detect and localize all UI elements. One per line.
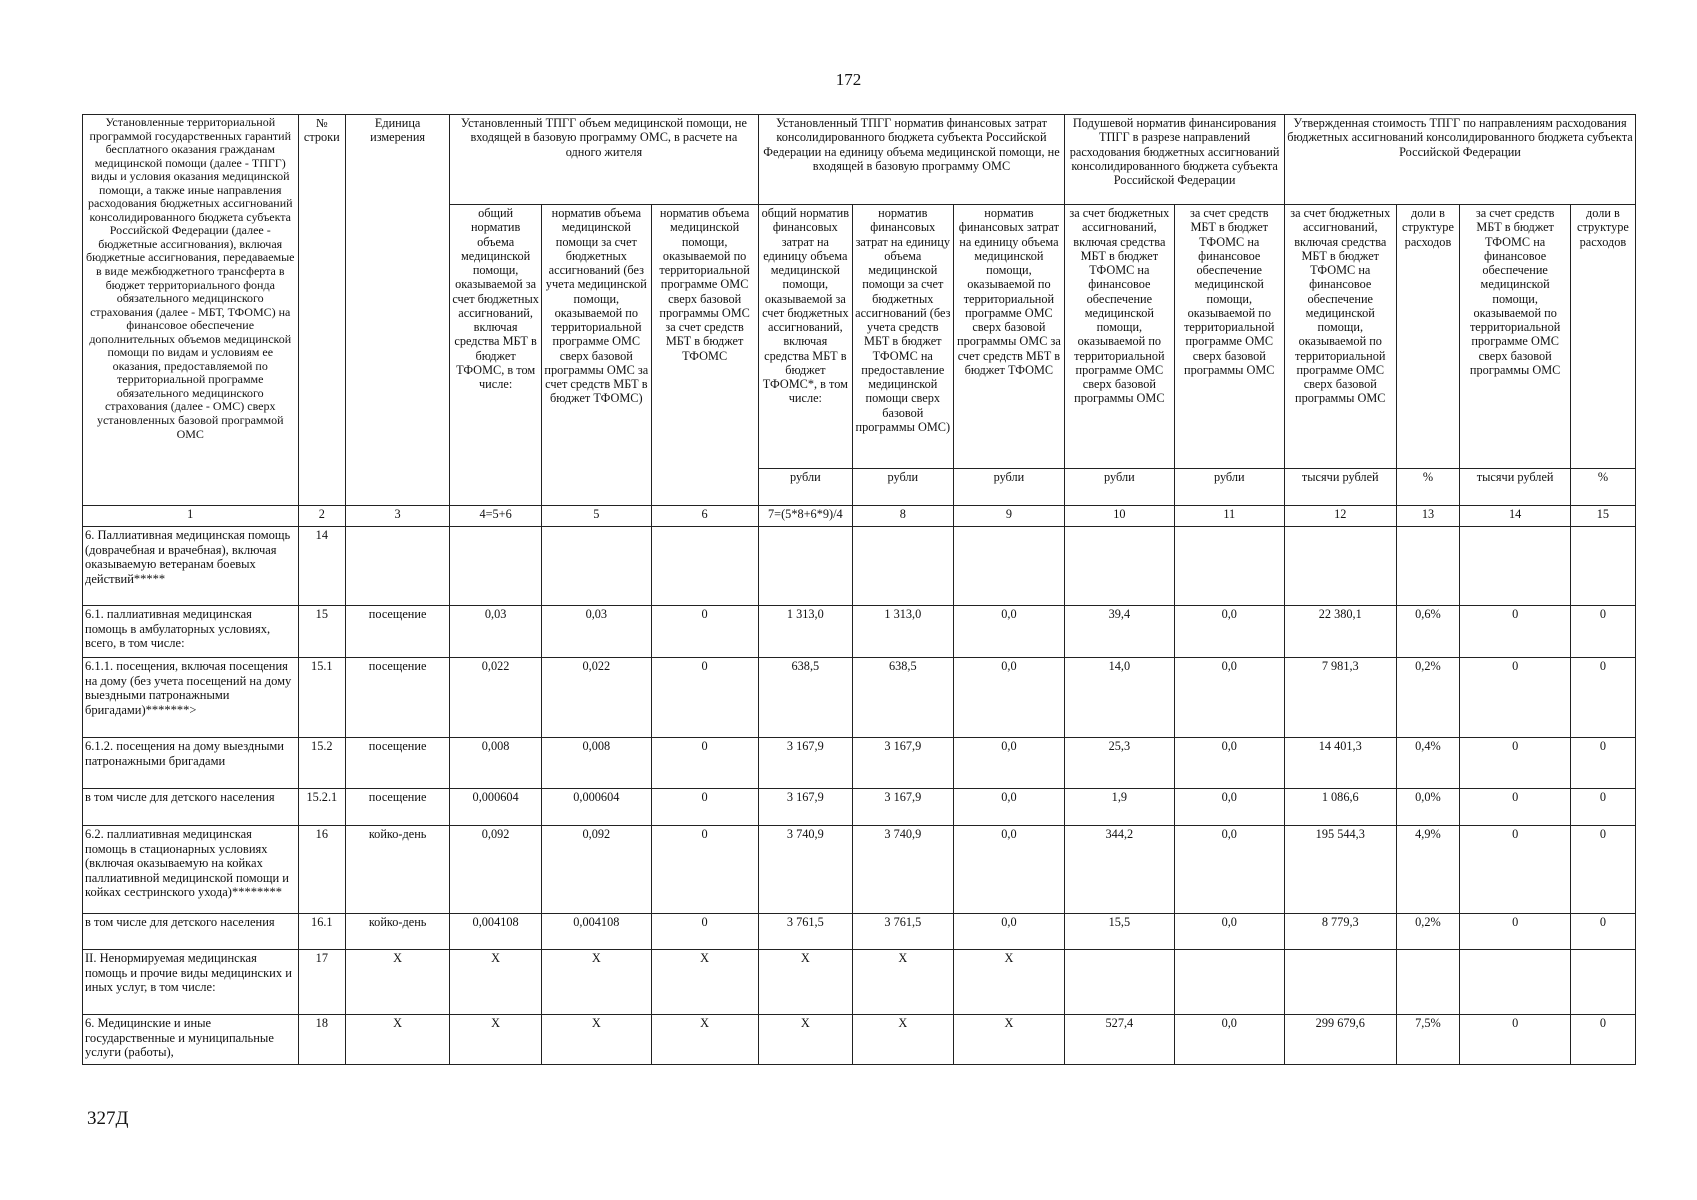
table-cell: 0,022 <box>542 658 651 738</box>
table-cell: 0,0 <box>1174 826 1284 914</box>
column-number: 10 <box>1065 506 1174 527</box>
unit-col14: тысячи рублей <box>1460 469 1570 506</box>
row-label: 6.1. паллиативная медицинская помощь в амбулаторных условиях, всего, в том числе: <box>83 606 299 658</box>
table-cell: 3 740,9 <box>852 826 953 914</box>
table-cell: 0,092 <box>542 826 651 914</box>
unit-col12: тысячи рублей <box>1285 469 1397 506</box>
table-cell: 0,0 <box>1174 1015 1284 1065</box>
table-cell: 3 167,9 <box>852 738 953 789</box>
table-cell: 299 679,6 <box>1285 1015 1397 1065</box>
table-cell: посещение <box>346 658 450 738</box>
table-cell: 4,9% <box>1396 826 1460 914</box>
table-row <box>83 738 1636 789</box>
header-group-percapita: Подушевой норматив финансирования ТПГГ в разрезе направлений расходования бюджетных ассигнований консолидированного бюджета субъекта Российской Федерации <box>1065 115 1285 205</box>
table-cell: 3 167,9 <box>852 789 953 826</box>
table-cell: 344,2 <box>1065 826 1174 914</box>
table-cell: 0,0 <box>953 789 1065 826</box>
table-cell: 0 <box>1460 789 1570 826</box>
unit-col15: % <box>1570 469 1635 506</box>
column-number-row <box>83 506 1636 527</box>
unit-col8: рубли <box>852 469 953 506</box>
table-cell: посещение <box>346 738 450 789</box>
table-cell: 39,4 <box>1065 606 1174 658</box>
table-cell: 0 <box>1570 738 1635 789</box>
header-group-volume: Установленный ТПГГ объем медицинской помощи, не входящей в базовую программу ОМС, в расчете на одного жителя <box>450 115 759 205</box>
row-label: II. Ненормируемая медицинская помощь и прочие виды медицинских и иных услуг, в том числе: <box>83 950 299 1015</box>
table-cell: X <box>346 950 450 1015</box>
row-label: 6. Паллиативная медицинская помощь (доврачебная и врачебная), включая оказываемую ветеранам боевых действий***** <box>83 527 299 606</box>
table-cell: 1,9 <box>1065 789 1174 826</box>
table-cell: 3 761,5 <box>758 914 852 950</box>
column-number: 8 <box>852 506 953 527</box>
table-cell: 8 779,3 <box>1285 914 1397 950</box>
table-cell: 0,004108 <box>542 914 651 950</box>
table-cell: 0 <box>1460 606 1570 658</box>
table-cell: 0 <box>1460 826 1570 914</box>
table-body <box>83 527 1636 1065</box>
table-cell <box>1065 527 1174 606</box>
table-cell <box>1570 950 1635 1015</box>
table-cell: посещение <box>346 789 450 826</box>
table-cell: X <box>953 1015 1065 1065</box>
unit-col7: рубли <box>758 469 852 506</box>
table-cell: 0,0% <box>1396 789 1460 826</box>
table-cell: 0 <box>651 606 758 658</box>
column-number: 12 <box>1285 506 1397 527</box>
table-cell: 0 <box>1460 658 1570 738</box>
table-cell <box>1174 950 1284 1015</box>
table-cell: 0,03 <box>542 606 651 658</box>
table-cell: 15,5 <box>1065 914 1174 950</box>
table-cell: X <box>542 950 651 1015</box>
table-cell: 3 167,9 <box>758 738 852 789</box>
table-cell: 0,008 <box>450 738 542 789</box>
column-number: 4=5+6 <box>450 506 542 527</box>
table-cell: 638,5 <box>758 658 852 738</box>
table-cell <box>1460 950 1570 1015</box>
table-cell: 0 <box>651 789 758 826</box>
table-cell: 0,0 <box>1174 738 1284 789</box>
financing-table <box>82 114 1636 1065</box>
table-cell: 0 <box>1570 1015 1635 1065</box>
table-cell: 22 380,1 <box>1285 606 1397 658</box>
header-col8: норматив финансовых затрат на единицу объема медицинской помощи за счет бюджетных ассигнований (без учета средств МБТ в бюджет ТФОМС на предоставление медицинской помощи сверх базовой программы ОМС) <box>852 205 953 469</box>
header-col11: за счет средств МБТ в бюджет ТФОМС на финансовое обеспечение медицинской помощи, оказываемой по территориальной программе ОМС сверх базовой программы ОМС <box>1174 205 1284 469</box>
column-number: 1 <box>83 506 299 527</box>
table-cell: 0 <box>1570 658 1635 738</box>
table-cell: 0,4% <box>1396 738 1460 789</box>
table-cell: 0,008 <box>542 738 651 789</box>
table-cell: 0 <box>1570 606 1635 658</box>
column-number: 14 <box>1460 506 1570 527</box>
table-cell: 0,0 <box>953 914 1065 950</box>
table-cell: 0,2% <box>1396 658 1460 738</box>
row-number: 18 <box>298 1015 346 1065</box>
header-col13: доли в структуре расходов <box>1396 205 1460 469</box>
table-cell: 0 <box>1570 826 1635 914</box>
table-row <box>83 606 1636 658</box>
header-col10: за счет бюджетных ассигнований, включая средства МБТ в бюджет ТФОМС на финансовое обеспечение медицинской помощи, оказываемой по территориальной программе ОМС сверх базовой программы ОМС <box>1065 205 1174 469</box>
table-row <box>83 658 1636 738</box>
table-cell: 0 <box>1460 1015 1570 1065</box>
table-cell <box>1396 950 1460 1015</box>
row-label: в том числе для детского населения <box>83 789 299 826</box>
table-cell: 7,5% <box>1396 1015 1460 1065</box>
table-cell: 3 740,9 <box>758 826 852 914</box>
table-cell <box>852 527 953 606</box>
table-cell: 0,092 <box>450 826 542 914</box>
table-cell <box>953 527 1065 606</box>
table-cell: 1 086,6 <box>1285 789 1397 826</box>
table-cell: 0 <box>651 738 758 789</box>
table-cell: 14 401,3 <box>1285 738 1397 789</box>
row-label: 6. Медицинские и иные государственные и муниципальные услуги (работы), <box>83 1015 299 1065</box>
table-cell: X <box>852 1015 953 1065</box>
table-cell: 7 981,3 <box>1285 658 1397 738</box>
table-cell <box>1460 527 1570 606</box>
unit-col9: рубли <box>953 469 1065 506</box>
column-number: 2 <box>298 506 346 527</box>
column-number: 15 <box>1570 506 1635 527</box>
column-number: 7=(5*8+6*9)/4 <box>758 506 852 527</box>
table-cell: 0 <box>651 826 758 914</box>
table-cell: 0,022 <box>450 658 542 738</box>
table-cell: X <box>450 950 542 1015</box>
table-cell: X <box>758 950 852 1015</box>
table-cell: 0,6% <box>1396 606 1460 658</box>
table-cell: 3 761,5 <box>852 914 953 950</box>
table-cell: 0,000604 <box>542 789 651 826</box>
table-cell: X <box>651 1015 758 1065</box>
table-cell <box>1285 527 1397 606</box>
table-cell: 0,004108 <box>450 914 542 950</box>
unit-col10: рубли <box>1065 469 1174 506</box>
unit-col11: рубли <box>1174 469 1284 506</box>
column-number: 9 <box>953 506 1065 527</box>
table-row <box>83 527 1636 606</box>
row-number: 15.1 <box>298 658 346 738</box>
table-cell: 0,0 <box>1174 606 1284 658</box>
row-number: 14 <box>298 527 346 606</box>
table-cell: 3 167,9 <box>758 789 852 826</box>
table-cell: X <box>758 1015 852 1065</box>
table-cell: 0 <box>651 914 758 950</box>
table-cell: 0 <box>1570 789 1635 826</box>
row-label: 6.2. паллиативная медицинская помощь в стационарных условиях (включая оказываемую на койках паллиативной медицинской помощи и койках сестринского ухода)******** <box>83 826 299 914</box>
table-cell <box>1174 527 1284 606</box>
table-cell: 0,2% <box>1396 914 1460 950</box>
table-cell: X <box>852 950 953 1015</box>
header-group-norm: Установленный ТПГГ норматив финансовых затрат консолидированного бюджета субъекта Российской Федерации на единицу объема медицинской помощи, не входящей в базовую программу ОМС <box>758 115 1064 205</box>
table-cell: 1 313,0 <box>852 606 953 658</box>
table-cell <box>651 527 758 606</box>
row-label: 6.1.1. посещения, включая посещения на дому (без учета посещений на дому выездными патронажными бригадами)*******> <box>83 658 299 738</box>
table-cell <box>346 527 450 606</box>
table-cell <box>1396 527 1460 606</box>
table-cell: X <box>651 950 758 1015</box>
table-row <box>83 914 1636 950</box>
table-cell <box>1065 950 1174 1015</box>
header-col4: общий норматив объема медицинской помощи, оказываемой за счет бюджетных ассигнований, включая средства МБТ в бюджет ТФОМС, в том числе: <box>450 205 542 506</box>
table-cell: 0,000604 <box>450 789 542 826</box>
row-number: 15 <box>298 606 346 658</box>
table-cell: 25,3 <box>1065 738 1174 789</box>
table-cell: 0,0 <box>953 658 1065 738</box>
row-label: 6.1.2. посещения на дому выездными патронажными бригадами <box>83 738 299 789</box>
table-cell: 0 <box>1460 738 1570 789</box>
header-col14: за счет средств МБТ в бюджет ТФОМС на финансовое обеспечение медицинской помощи, оказываемой по территориальной программе ОМС сверх базовой программы ОМС <box>1460 205 1570 469</box>
header-col12: за счет бюджетных ассигнований, включая средства МБТ в бюджет ТФОМС на финансовое обеспечение медицинской помощи, оказываемой по территориальной программе ОМС сверх базовой программы ОМС <box>1285 205 1397 469</box>
table-cell: 0,0 <box>953 826 1065 914</box>
table-cell: X <box>346 1015 450 1065</box>
header-col5: норматив объема медицинской помощи за счет бюджетных ассигнований (без учета медицинской помощи, оказываемой по территориальной программе ОМС сверх базовой программы ОМС за счет средств МБТ в бюджет ТФОМС) <box>542 205 651 506</box>
table-cell <box>542 527 651 606</box>
table-cell <box>1285 950 1397 1015</box>
column-number: 5 <box>542 506 651 527</box>
table-cell: койко-день <box>346 914 450 950</box>
header-col9: норматив финансовых затрат на единицу объема медицинской помощи, оказываемой по территориальной программе ОМС сверх базовой программы ОМС за счет средств МБТ в бюджет ТФОМС <box>953 205 1065 469</box>
table-cell: X <box>542 1015 651 1065</box>
table-cell <box>758 527 852 606</box>
table-cell: 0,0 <box>1174 914 1284 950</box>
table-cell <box>450 527 542 606</box>
table-cell: 0,0 <box>953 606 1065 658</box>
table-cell: 1 313,0 <box>758 606 852 658</box>
unit-col13: % <box>1396 469 1460 506</box>
header-col6: норматив объема медицинской помощи, оказываемой по территориальной программе ОМС сверх базовой программы ОМС за счет средств МБТ в бюджет ТФОМС <box>651 205 758 506</box>
header-col1: Установленные территориальной программой государственных гарантий бесплатного оказания гражданам медицинской помощи (далее - ТПГГ) виды и условия оказания медицинской помощи, а также иные направления расходования бюджетных ассигнований консолидированного бюджета субъекта Российской Федерации (далее - бюджетные ассигнования), включая бюджетные ассигнования, передаваемые в виде межбюджетного трансферта в бюджет территориального фонда обязательного медицинского страхования (далее - МБТ, ТФОМС) на финансовое обеспечение дополнительных объемов медицинской помощи по видам и условиям ее оказания, предоставляемой по территориальной программе обязательного медицинского страхования (далее - ОМС) сверх установленных базовой программой ОМС <box>83 115 299 506</box>
table-row <box>83 826 1636 914</box>
table-cell: койко-день <box>346 826 450 914</box>
page-number: 172 <box>835 70 862 89</box>
table-row <box>83 1015 1636 1065</box>
table-cell: 0 <box>651 658 758 738</box>
column-number: 11 <box>1174 506 1284 527</box>
header-row-number: № строки <box>298 115 346 506</box>
table-cell: 195 544,3 <box>1285 826 1397 914</box>
table-cell: 0 <box>1570 914 1635 950</box>
header-col7: общий норматив финансовых затрат на единицу объема медицинской помощи, оказываемой за счет бюджетных ассигнований, включая средства МБТ в бюджет ТФОМС*, в том числе: <box>758 205 852 469</box>
row-number: 16.1 <box>298 914 346 950</box>
column-number: 3 <box>346 506 450 527</box>
table-cell: 0,0 <box>953 738 1065 789</box>
header-unit: Единица измерения <box>346 115 450 506</box>
table-cell: X <box>450 1015 542 1065</box>
column-number: 6 <box>651 506 758 527</box>
table-cell: 14,0 <box>1065 658 1174 738</box>
table-cell: 0,0 <box>1174 658 1284 738</box>
header-col15: доли в структуре расходов <box>1570 205 1635 469</box>
row-number: 17 <box>298 950 346 1015</box>
row-number: 15.2 <box>298 738 346 789</box>
row-number: 15.2.1 <box>298 789 346 826</box>
row-number: 16 <box>298 826 346 914</box>
table-cell: 527,4 <box>1065 1015 1174 1065</box>
table-cell: 638,5 <box>852 658 953 738</box>
table-cell: посещение <box>346 606 450 658</box>
footer-code: 327Д <box>87 1108 129 1129</box>
table-row <box>83 950 1636 1015</box>
table-row <box>83 789 1636 826</box>
table-cell: 0,03 <box>450 606 542 658</box>
table-cell: 0,0 <box>1174 789 1284 826</box>
column-number: 13 <box>1396 506 1460 527</box>
table-cell: 0 <box>1460 914 1570 950</box>
row-label: в том числе для детского населения <box>83 914 299 950</box>
header-group-cost: Утвержденная стоимость ТПГГ по направлениям расходования бюджетных ассигнований консолидированного бюджета субъекта Российской Федерации <box>1285 115 1636 205</box>
table-cell: X <box>953 950 1065 1015</box>
table-cell <box>1570 527 1635 606</box>
